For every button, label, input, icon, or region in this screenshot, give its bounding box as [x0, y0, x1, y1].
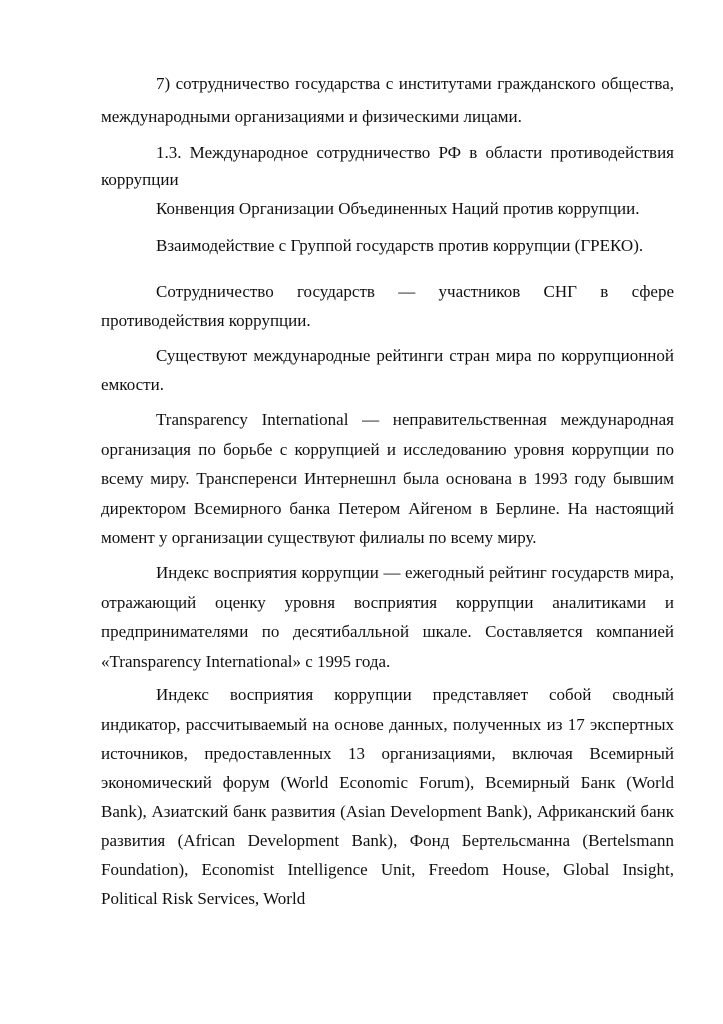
paragraph-9-line-2: индикатор, рассчитываемый на основе данных, полученных из 17 экспертных: [101, 715, 674, 734]
paragraph-8-line-4: «Transparency International» с 1995 года.: [101, 652, 391, 671]
paragraph-1-line-1: 7) сотрудничество государства с институтами гражданского общества,: [156, 74, 674, 93]
paragraph-7-line-3: всему миру. Трансперенси Интернешнл была основана в 1993 году бывшим: [101, 469, 674, 488]
paragraph-3-line-1: Конвенция Организации Объединенных Наций против коррупции.: [156, 199, 640, 218]
paragraph-8-line-3: предпринимателями по десятибалльной шкале. Составляется компанией: [101, 622, 674, 641]
section-heading-line-2: коррупции: [101, 170, 179, 189]
paragraph-9-line-4: экономический форум (World Economic Forum), Всемирный Банк (World: [101, 773, 674, 792]
paragraph-6-line-2: емкости.: [101, 375, 164, 394]
paragraph-7-line-4: директором Всемирного банка Петером Айгеном в Берлине. На настоящий: [101, 499, 674, 518]
paragraph-9-line-7: Foundation), Economist Intelligence Unit, Freedom House, Global Insight,: [101, 860, 674, 879]
paragraph-9-line-8: Political Risk Services, World: [101, 889, 306, 908]
paragraph-9-line-1: Индекс восприятия коррупции представляет собой сводный: [156, 685, 674, 704]
paragraph-7-line-5: момент у организации существуют филиалы по всему миру.: [101, 528, 537, 547]
paragraph-5-line-2: противодействия коррупции.: [101, 311, 311, 330]
paragraph-9-line-5: Bank), Азиатский банк развития (Asian Development Bank), Африканский банк: [101, 802, 674, 821]
paragraph-1-line-2: международными организациями и физическими лицами.: [101, 107, 522, 126]
paragraph-9-line-3: источников, предоставленных 13 организациями, включая Всемирный: [101, 744, 674, 763]
paragraph-8-line-2: отражающий оценку уровня восприятия коррупции аналитиками и: [101, 593, 674, 612]
paragraph-8-line-1: Индекс восприятия коррупции — ежегодный рейтинг государств мира,: [156, 563, 674, 582]
paragraph-7-line-2: организация по борьбе с коррупцией и исследованию уровня коррупции по: [101, 440, 674, 459]
section-heading-line-1: 1.3. Международное сотрудничество РФ в области противодействия: [156, 143, 674, 162]
paragraph-5-line-1: Сотрудничество государств — участников СНГ в сфере: [156, 282, 674, 301]
paragraph-7-line-1: Transparency International — неправительственная международная: [156, 410, 674, 429]
paragraph-6-line-1: Существуют международные рейтинги стран мира по коррупционной: [156, 346, 674, 365]
paragraph-4-line-1: Взаимодействие с Группой государств против коррупции (ГРЕКО).: [156, 236, 644, 255]
paragraph-9-line-6: развития (African Development Bank), Фонд Бертельсманна (Bertelsmann: [101, 831, 674, 850]
